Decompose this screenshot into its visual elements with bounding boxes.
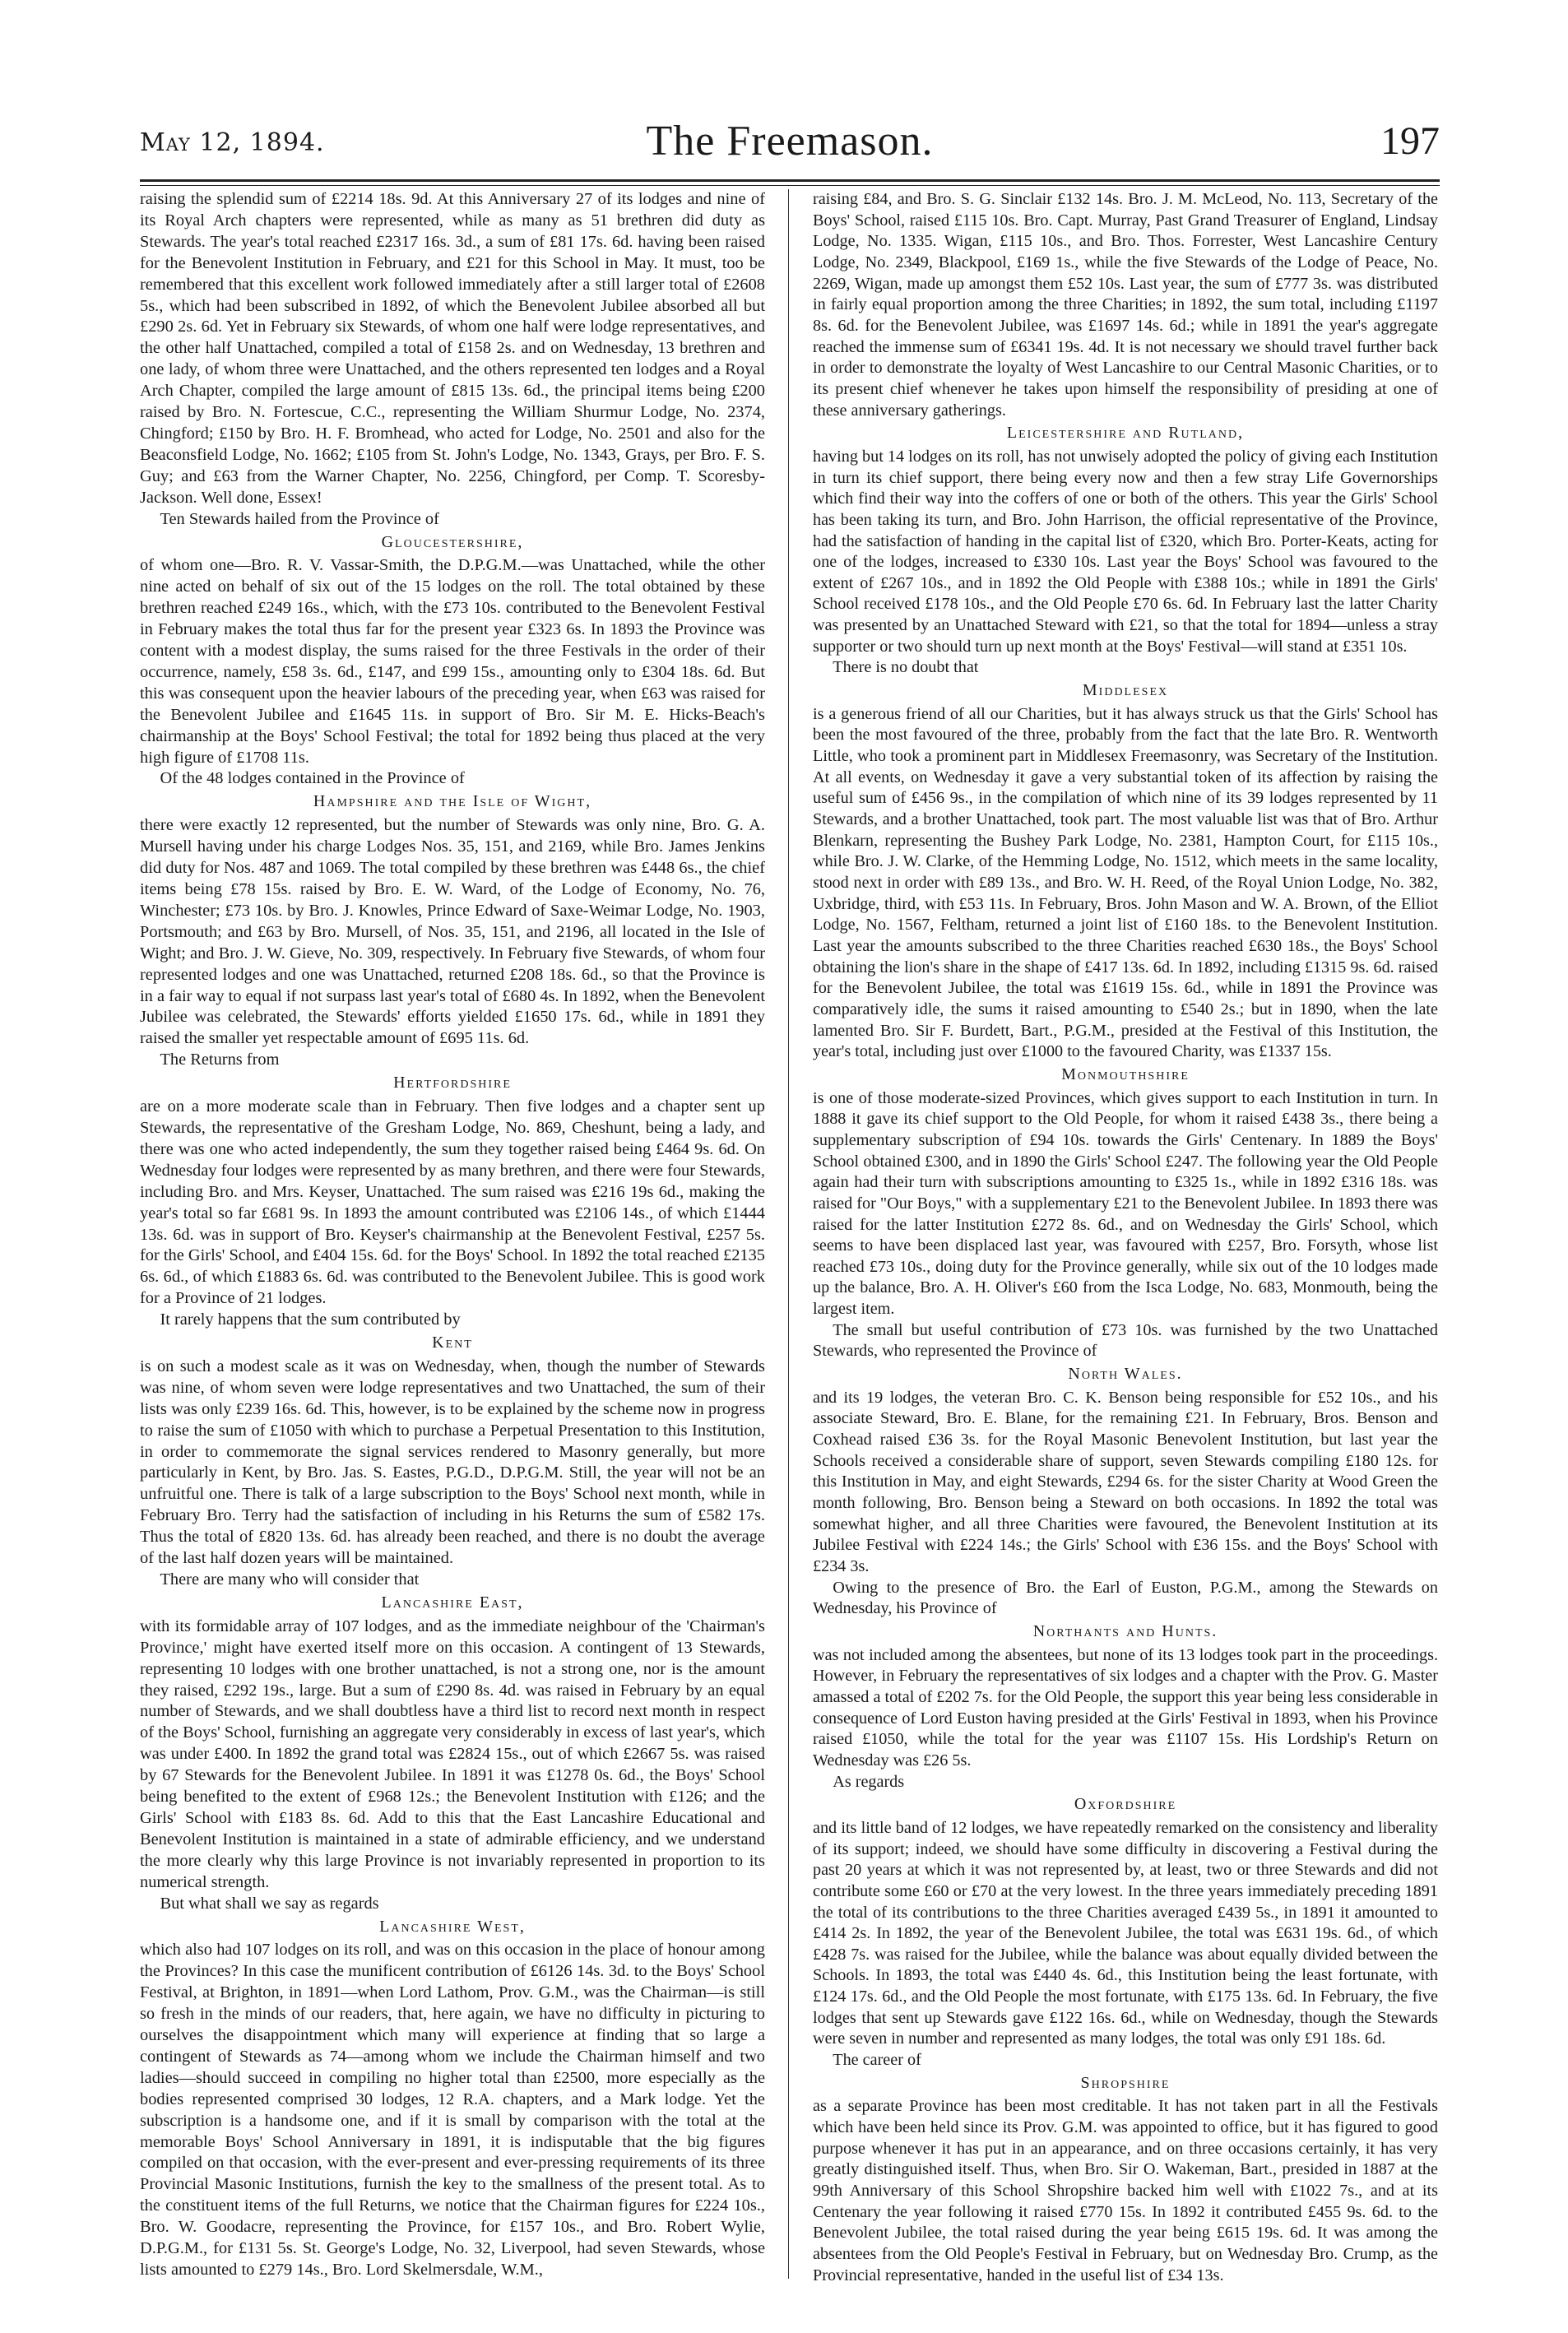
section-heading: Gloucestershire, [381,532,524,551]
paragraph: was not included among the absentees, but none of its 13 lodges took part in the proceedings. However, in February the representatives of six lodges and a chapter with the Prov. G. Master amassed a total of £202 7s. for the Old People, the support this year being less considerable in consequence of Lord Euston having presided at the Girls' Festival in 1893, when his Province raised £1050, while the total for the year was £1107 15s. His Lordship's Return on Wednesday was £26 5s. [813,1645,1438,1769]
paragraph: There are many who will consider that [160,1570,420,1589]
paragraph: is one of those moderate-sized Provinces, which gives support to each Institution in turn. In 1888 it gave its chief support to the Old People, for whom it raised £438 3s., there being a supplementary subscription of £94 10s. towards the Girls' Centenary. In 1889 the Boys' School obtained £300, and in 1890 the Girls' School £247. The following year the Old People again had their turn with subscriptions amounting to £325 1s., while in 1892 £316 18s. was raised for "Our Boys," with a supplementary £21 to the Benevolent Jubilee. In 1893 there was raised for the latter Institution £272 8s. 6d., and on Wednesday the Girls' School, which seems to have been displaced last year, was favoured with £257, Bro. Forsyth, whose list reached £73 10s., doing duty for the Province generally, while six out of the 10 lodges made up the balance, Bro. A. H. Oliver's £60 from the Isca Lodge, No. 683, Monmouth, being the largest item. [813,1088,1438,1319]
section-heading: Monmouthshire [1061,1064,1190,1083]
paragraph: as a separate Province has been most creditable. It has not taken part in all the Festivals which have been held since its Prov. G.M. was appointed to office, but it has figured to good purpose whenever it has put in an appearance, and on three occasions certainly, it has very greatly distinguished itself. Thus, when Bro. Sir O. Wakeman, Bart., presided in 1887 at the 99th Anniversary of this School Shropshire backed him well with £1022 7s., and at its Centenary the year following it raised £770 15s. In 1892 it contributed £455 9s. 6d. to the Benevolent Jubilee, the total raised during the year being £615 19s. 6d. It was among the absentees from the Old People's Festival in February, but on Wednesday Bro. Crump, as the Provincial representative, handed in the useful list of £34 13s. [813,2097,1438,2284]
left-column [140,189,765,2295]
paragraph: raising £84, and Bro. S. G. Sinclair £132 14s. Bro. J. M. McLeod, No. 113, Secretary of the Boys' School, raised £115 10s. Bro. Capt. Murray, Past Grand Treasurer of England, Lindsay Lodge, No. 1335. Wigan, £115 10s., and Bro. Thos. Forrester, West Lancashire Century Lodge, No. 2349, Blackpool, £169 1s., while the five Stewards of the Lodge of Peace, No. 2269, Wigan, made up amongst them £52 10s. Last year, the sum of £777 3s. was distributed in fairly equal proportion among the three Charities; in 1892, the sum total, including £1197 8s. 6d. for the Benevolent Jubilee, was £1697 14s. 6d.; while in 1891 the year's aggregate reached the immense sum of £6341 19s. 4d. It is not necessary we should travel further back in order to demonstrate the loyalty of West Lancashire to our Central Masonic Charities, or to its present chief whenever he takes upon himself the responsibility of presiding at one of these anniversary gatherings. [813,190,1438,420]
paragraph: Ten Stewards hailed from the Province of [160,509,439,528]
section-heading: Oxfordshire [1074,1795,1177,1814]
section-heading: Hampshire and the Isle of Wight, [313,792,592,811]
masthead-title: The Freemason. [646,118,934,165]
paragraph: of whom one—Bro. R. V. Vassar-Smith, the D.P.G.M.—was Unattached, while the other nine acted on behalf of six out of the 15 lodges on the roll. The total obtained by these brethren reached £249 16s., which, with the £73 10s. contributed to the Benevolent Festival in February makes the total thus far for the present year £323 6s. In 1893 the Province was content with a modest display, the sums raised for the three Festivals in the order of their occurrence, namely, £58 3s. 6d., £147, and £99 15s., amounting only to £304 18s. 6d. But this was consequent upon the heavier labours of the preceding year, when £63 was raised for the Benevolent Jubilee and £1645 11s. in support of Bro. Sir M. E. Hicks-Beach's chairmanship at the Boys' School Festival; the total for 1892 being thus placed at the very high figure of £1708 11s. [140,556,765,767]
section-heading: Kent [432,1333,473,1352]
page-number: 197 [1380,119,1440,163]
section-heading: North Wales. [1068,1365,1183,1384]
section-heading: Middlesex [1082,681,1169,700]
paragraph: The Returns from [160,1051,280,1069]
paragraph: Owing to the presence of Bro. the Earl of Euston, P.G.M., among the Stewards on Wednesday, his Province of [813,1578,1438,1618]
section-heading: Northants and Hunts. [1032,1621,1218,1640]
paragraph: The small but useful contribution of £73 10s. was furnished by the two Unattached Stewards, who represented the Province of [813,1320,1438,1361]
column-divider [788,189,789,2279]
paragraph: It rarely happens that the sum contributed by [160,1310,461,1329]
section-heading: Hertfordshire [393,1074,512,1092]
right-column [813,189,1438,2295]
header-rule [140,179,1440,186]
section-heading: Lancashire West, [379,1917,526,1936]
paragraph: and its 19 lodges, the veteran Bro. C. K. Benson being responsible for £52 10s., and his associate Steward, Bro. E. Blane, for the remaining £21. In February, Bros. Benson and Coxhead raised £36 3s. for the Royal Masonic Benevolent Institution, but last year the Schools received a considerable share of support, seven Stewards compiling £180 12s. for this Institution in May, and eight Stewards, £294 6s. for the sister Charity at Wood Green the month following, Bro. Benson being a Steward on both occasions. In 1892 the total was somewhat higher, and all three Charities were favoured, the Benevolent Institution at its Jubilee Festival with £224 14s.; the Girls' School with £36 15s. and the Boys' School with £234 3s. [813,1388,1438,1575]
section-heading: Lancashire East, [381,1593,524,1612]
paragraph: Of the 48 lodges contained in the Province of [160,769,465,788]
section-heading: Shropshire [1080,2073,1171,2092]
section-heading: Leicestershire and Rutland, [1006,424,1245,443]
paragraph: having but 14 lodges on its roll, has not unwisely adopted the policy of giving each Institution in turn its chief support, there being every now and then a few stray Life Governorships which find their way into the coffers of one or both of the others. This year the Girls' School has been taking its turn, and Bro. John Harrison, the official representative of the Province, had the satisfaction of handing in the capital list of £320, which Bro. Porter-Keats, acting for one of the lodges, increased to £330 10s. Last year the Boys' School was favoured to the extent of £267 10s., and in 1892 the Old People with £388 10s.; while in 1891 the Girls' School received £178 10s., and the Old People £70 6s. 6d. In February last the latter Charity was presented by an Unattached Steward with £21, so that the total for 1894—unless a stray supporter or two should turn up next month at the Boys' Festival—will stand at £351 10s. [813,447,1438,656]
issue-date: May 12, 1894. [140,128,325,157]
paragraph: But what shall we say as regards [160,1894,379,1913]
paragraph: The career of [833,2051,921,2070]
paragraph: There is no doubt that [833,658,979,677]
paragraph: with its formidable array of 107 lodges, and as the immediate neighbour of the 'Chairman's Province,' might have exerted itself more on this occasion. A contingent of 13 Stewards, representing 10 lodges with one brother unattached, is not a strong one, nor is the amount they raised, £292 19s., large. But a sum of £290 8s. 4d. was raised in February by an equal number of Stewards, and we shall doubtless have a third list to record next month in respect of the Boys' School, furnishing an aggregate very considerably in excess of last year's, which was under £400. In 1892 the grand total was £2824 15s., out of which £2667 5s. was raised by 67 Stewards for the Benevolent Jubilee. In 1891 it was £1278 0s. 6d., the Boys' School being benefited to the extent of £968 12s.; the Benevolent Institution with £126; and the Girls' School with £183 8s. 6d. Add to this that the East Lancashire Educational and Benevolent Institution is maintained in a state of admirable efficiency, and we understand the more clearly why this large Province is not invariably represented in proportion to its numerical strength. [140,1616,765,1891]
paragraph: which also had 107 lodges on its roll, and was on this occasion in the place of honour among the Provinces? In this case the munificent contribution of £6126 14s. 3d. to the Boys' School Festival, at Brighton, in 1891—when Lord Lathom, Prov. G.M., was the Chairman—is still so fresh in the minds of our readers, that, here again, we have no difficulty in picturing to ourselves the disappointment which many will experience at finding that so large a contingent of Stewards as 74—among whom we include the Chairman himself and two ladies—should succeed in compiling no higher total than £2500, more especially as the bodies represented comprised 30 lodges, 12 R.A. chapters, and a Mark lodge. Yet the subscription is a handsome one, and if it is small by comparison with the total at the memorable Boys' School Anniversary in 1891, it is indisputable that the big figures compiled on that occasion, with the ever-present and ever-pressing requirements of its three Provincial Masonic Institutions, furnish the key to the smallness of the present total. As to the constituent items of the full Returns, we notice that the Chairman figures for £224 10s., Bro. W. Goodacre, representing the Province, for £157 10s., and Bro. Robert Wylie, D.P.G.M., for £131 5s. St. George's Lodge, No. 32, Liverpool, had seven Stewards, whose lists amounted to £279 14s., Bro. Lord Skelmersdale, W.M., [140,1941,765,2279]
paragraph: there were exactly 12 represented, but the number of Stewards was only nine, Bro. G. A. Mursell having under his charge Lodges Nos. 35, 151, and 2169, while Bro. James Jenkins did duty for Nos. 487 and 1069. The total compiled by these brethren was £448 6s., the chief items being £78 15s. raised by Bro. E. W. Ward, of the Lodge of Economy, No. 76, Winchester; £73 10s. by Bro. J. Knowles, Prince Edward of Saxe-Weimar Lodge, No. 1903, Portsmouth; and £63 by Bro. Mursell, of Nos. 35, 151, and 2196, all located in the Isle of Wight; and Bro. J. W. Gieve, No. 309, respectively. In February five Stewards, of whom four represented lodges and one was Unattached, returned £208 18s. 6d., so that the Province is in a fair way to equal if not surpass last year's total of £680 4s. In 1892, when the Benevolent Jubilee was celebrated, the Stewards' efforts yielded £1650 17s. 6d., while in 1891 they raised the smaller yet respectable amount of £695 11s. 6d. [140,816,765,1048]
paragraph: raising the splendid sum of £2214 18s. 9d. At this Anniversary 27 of its lodges and nine of its Royal Arch chapters were represented, while as many as 51 brethren did duty as Stewards. The year's total reached £2317 16s. 3d., a sum of £81 17s. 6d. having been raised for the Benevolent Institution in February, and £21 for this School in May. It must, too be remembered that this excellent work followed immediately after a still larger total of £2608 5s., which had been subscribed in 1892, of which the Benevolent Jubilee absorbed all but £290 2s. 6d. Yet in February six Stewards, of whom one half were lodge representatives, and the other half Unattached, compiled a total of £158 2s. and on Wednesday, 13 brethren and one lady, of whom three were Unattached, and the others represented ten lodges and a Royal Arch Chapter, compiled the large amount of £815 13s. 6d., the principal items being £200 raised by Bro. N. Fortescue, C.C., representing the William Shurmur Lodge, No. 2374, Chingford; £150 by Bro. H. F. Bromhead, who acted for Lodge, No. 2501 and also for the Beaconsfield Lodge, No. 1662; £105 from St. John's Lodge, No. 1343, Grays, per Bro. F. S. Guy; and £63 from the Warner Chapter, No. 2256, Chingford, per Comp. T. Scoresby-Jackson. Well done, Essex! [140,190,765,507]
paragraph: As regards [833,1772,905,1791]
paragraph: and its little band of 12 lodges, we have repeatedly remarked on the consistency and liberality of its support; indeed, we should have some difficulty in discovering a Festival during the past 20 years at which it was not represented by, at least, two or three Stewards and did not contribute some £60 or £70 at the very lowest. In the three years immediately preceding 1891 the total of its contributions to the three Charities averaged £439 5s., in 1891 it amounted to £414 2s. In 1892, the year of the Benevolent Jubilee, the total was £631 19s. 6d., of which £428 7s. was raised for the Jubilee, while the balance was about equally divided between the Schools. In 1893, the total was £440 4s. 6d., this Institution being the least fortunate, with £124 17s. 6d., and the Old People the most fortunate, with £175 13s. 6d. In February, the five lodges that sent up Stewards gave £122 16s. 6d., while on Wednesday, though the Stewards were seven in number and represented as many lodges, the total was only £91 18s. 6d. [813,1818,1438,2048]
page-header [140,117,1440,176]
paragraph: is on such a modest scale as it was on Wednesday, when, though the number of Stewards was nine, of whom seven were lodge representatives and two Unattached, the sum of their lists was only £239 16s. 6d. This, however, is to be explained by the scheme now in progress to raise the sum of £1050 with which to purchase a Perpetual Presentation to this Institution, in order to commemorate the signal services rendered to Masonry generally, but more particularly in Kent, by Bro. Jas. S. Eastes, P.G.D., D.P.G.M. Still, the year will not be an unfruitful one. There is talk of a large subscription to the Boys' School next month, while in February Bro. Terry had the satisfaction of including in his Returns the sum of £582 17s. Thus the total of £820 13s. 6d. has already been reached, and there is no doubt the average of the last half dozen years will be maintained. [140,1357,765,1568]
paragraph: is a generous friend of all our Charities, but it has always struck us that the Girls' School has been the most favoured of the three, probably from the fact that the late Bro. R. Wentworth Little, who took a prominent part in Middlesex Freemasonry, was Secretary of the Institution. At all events, on Wednesday it gave a very substantial token of its affection by raising the useful sum of £456 9s., in the compilation of which nine of its 39 lodges represented by 11 Stewards, and a brother Unattached, took part. The most valuable list was that of Bro. Arthur Blenkarn, representing the Bushey Park Lodge, No. 2381, Hampton Court, for £115 10s., while Bro. J. W. Clarke, of the Hemming Lodge, No. 1512, which meets in the same locality, stood next in order with £89 13s., and Bro. W. H. Reed, of the Royal Union Lodge, No. 382, Uxbridge, third, with £53 11s. In February, Bros. John Mason and W. A. Brown, of the Elliot Lodge, No. 1567, Feltham, returned a joint list of £160 18s. to the Benevolent Institution. Last year the amounts subscribed to the three Charities reached £630 18s., the Boys' School obtaining the lion's share in the shape of £417 13s. 6d. In 1892, including £1315 9s. 6d. raised for the Benevolent Jubilee, the total was £1619 15s. 6d., while in 1891 the Province was comparatively idle, the sums it raised amounting to £540 2s.; but in 1890, when the late lamented Bro. Sir F. Burdett, Bart., P.G.M., presided at the Festival of this Institution, the year's total, including just over £1000 to the favoured Charity, was £1337 15s. [813,704,1438,1061]
paragraph: are on a more moderate scale than in February. Then five lodges and a chapter sent up Stewards, the representative of the Gresham Lodge, No. 869, Cheshunt, being a lady, and there was one who acted independently, the sum they together raised being £464 9s. 6d. On Wednesday four lodges were represented by as many brethren, and there were four Stewards, including Bro. and Mrs. Keyser, Unattached. The sum raised was £216 19s 6d., making the year's total so far £681 9s. In 1893 the amount contributed was £2106 14s., of which £1444 13s. 6d. was in support of Bro. Keyser's chairmanship at the Benevolent Festival, £257 5s. for the Girls' School, and £404 15s. 6d. for the Boys' School. In 1892 the total reached £2135 6s. 6d., of which £1883 6s. 6d. was contributed to the Benevolent Jubilee. This is good work for a Province of 21 lodges. [140,1097,765,1308]
